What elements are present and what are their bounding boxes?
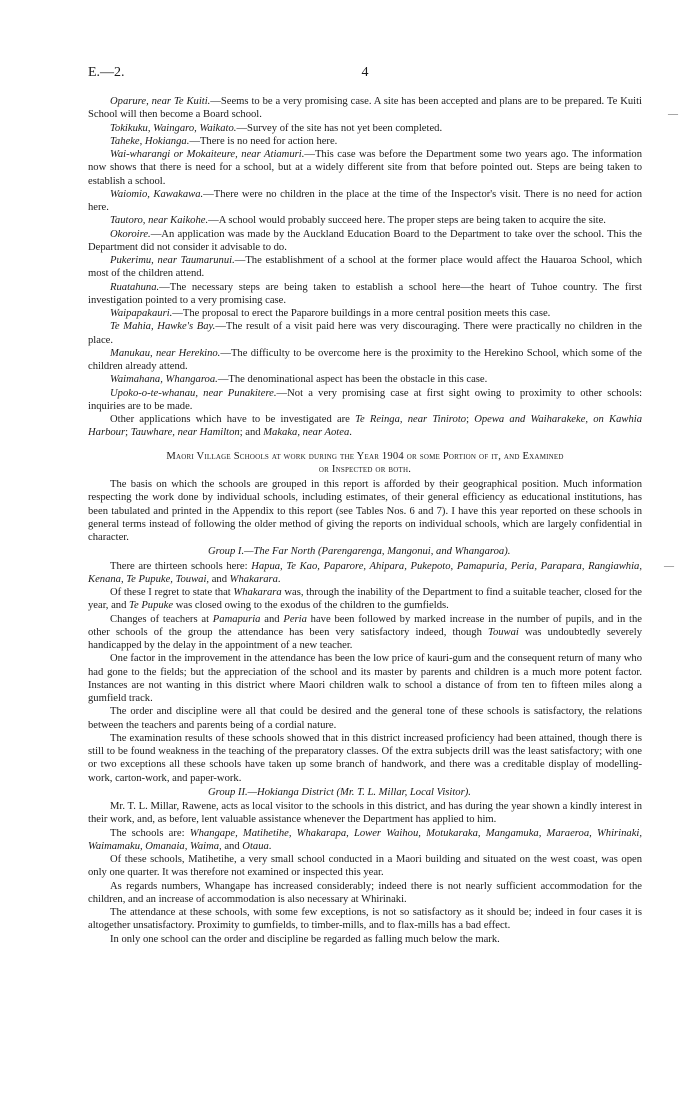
entry-place: Upoko-o-te-whanau, near Punakitere. xyxy=(110,387,277,399)
group-heading-text: Group II.—Hokianga District (Mr. T. L. Millar, Local Visitor). xyxy=(208,786,471,798)
margin-mark: — xyxy=(668,109,678,120)
school-name: Whakarara xyxy=(233,587,282,598)
entry-paragraph xyxy=(88,307,642,320)
body-text: . xyxy=(277,573,281,585)
entry-place: Oparure, near Te Kuiti. xyxy=(110,96,211,107)
entry-text: —The proposal to erect the Paparore buildings in a more central position meets this case. xyxy=(172,308,551,319)
intro-paragraph: The basis on which the schools are grouped in this report is afforded by their geographical position. Much information respecting the work done by individual schools, including estimates, of their general efficiency as educational institutions, has been tabulated and printed in the Appendix to this report (see Tables Nos. 6 and 7). I have this year reported on these schools in general terms instead of following the older method of giving the reports on individual schools, which are largely confidential in character. xyxy=(88,479,642,543)
entry-paragraph xyxy=(88,188,642,215)
school-name: Te Pupuke xyxy=(129,600,174,612)
schools-paragraph xyxy=(88,827,642,854)
entry-place: Taheke, Hokianga. xyxy=(110,135,190,147)
body-text: ; and xyxy=(239,427,264,439)
entry-text: —There were no children in the place at the time of the Inspector's visit. There is no need for action here. xyxy=(88,188,642,213)
entry-text: —Not a very promising case at first sight owing to proximity to other schools: inquiries are to be made. xyxy=(88,387,643,412)
body-text: ; xyxy=(125,427,131,439)
entry-place: Tautoro, near Kaikohe. xyxy=(110,215,209,227)
body-text: . xyxy=(268,840,272,852)
entry-paragraph xyxy=(88,122,642,135)
body-text: and xyxy=(260,613,284,625)
school-name: Pamapuria xyxy=(212,613,261,625)
body-paragraph: As regards numbers, Whangape has increased considerably; indeed there is not nearly sufficient accommodation for the children, and an increase of accommodation is also necessary at Whirinaki. xyxy=(88,880,642,905)
other-applications-paragraph xyxy=(88,413,642,440)
entry-paragraph xyxy=(88,135,642,148)
body-text: Changes of teachers at xyxy=(110,613,213,625)
body-text: Of these I regret to state that xyxy=(110,587,234,598)
group-heading xyxy=(88,786,642,799)
body-paragraph xyxy=(88,613,642,653)
body-text: and xyxy=(209,573,230,585)
entry-place: Waipapakauri. xyxy=(110,308,173,319)
entry-place: Te Mahia, Hawke's Bay. xyxy=(110,321,216,333)
section-heading-line: or Inspected or both. xyxy=(318,463,412,475)
entry-text: —The result of a visit paid here was very discouraging. There were practically no children in the place. xyxy=(88,321,642,346)
body-text: was undoubtedly severely handicapped by the delay in the appointment of a new teacher. xyxy=(88,626,642,651)
body-paragraph: The examination results of these schools showed that in this district increased proficiency had been attained, though there is still to be found weakness in the teaching of the preparatory classes. Of the extra subjects drill was the least satisfactory; with one or two exceptions all these schools have taken up some branch of handwork, and there was a creditable display of modelling-work, carton-work, and paper-work. xyxy=(88,732,642,784)
entry-place: Waimahana, Whangaroa. xyxy=(110,374,218,386)
group-heading-text: Group I.—The Far North (Parengarenga, Mangonui, and Whangaroa). xyxy=(208,546,511,558)
entry-text: —The denominational aspect has been the obstacle in this case. xyxy=(217,374,488,386)
page-header xyxy=(88,66,642,86)
entry-text: —This case was before the Department some two years ago. The information now shows that there is need for a school, but at a widely different site from that before pointed out. Steps are being taken to establish a school. xyxy=(88,149,642,187)
entry-text: —There is no need for action here. xyxy=(189,135,338,147)
body-paragraph: One factor in the improvement in the attendance has been the low price of kauri-gum and the consequent return of many who had gone to the fields; but the appreciation of the school and its master by parents and children is a much more potent factor. Instances are not wanting in this district where Maori children walk to school a distance of from ten to fifteen miles along a gumfield track. xyxy=(88,653,642,704)
place-name: Makaka, near Aotea xyxy=(263,427,350,439)
body-text: There are thirteen schools here: xyxy=(110,560,252,572)
section-heading xyxy=(88,450,642,477)
school-names: Otaua xyxy=(242,840,269,852)
applications-list xyxy=(88,95,642,440)
entry-place: Manukau, near Herekino. xyxy=(110,347,221,359)
school-names: Whangape, Matihetihe, Whakarapa, Lower Waihou, Motukaraka, Mangamuka, Maraeroa, Whirinaki, Waimamaku, Omanaia, Waima, xyxy=(88,827,642,852)
body-text: ; xyxy=(466,414,475,425)
group-heading xyxy=(88,545,642,558)
body-text: Other applications which have to be investigated are xyxy=(110,414,356,425)
entry-text: —A school would probably succeed here. The proper steps are being taken to acquire the site. xyxy=(208,215,606,227)
entry-paragraph xyxy=(88,228,642,255)
schools-paragraph xyxy=(88,560,642,587)
entry-paragraph xyxy=(88,347,642,374)
section-heading-line: Maori Village Schools at work during the Year 1904 or some Portion of it, and Examined xyxy=(166,450,564,462)
body-text: was closed owing to the exodus of the children to the gumfields. xyxy=(173,600,449,612)
page-number: 4 xyxy=(361,65,369,80)
entry-paragraph xyxy=(88,320,642,347)
body-paragraph: In only one school can the order and discipline be regarded as falling much below the mark. xyxy=(110,933,500,945)
school-names: Hapua, Te Kao, Paparore, Ahipara, Pukepoto, Pamapuria, Peria, Parapara, Rangiawhia, Kenana, Te Pupuke, Touwai, xyxy=(88,560,642,585)
entry-text: —Seems to be a very promising case. A site has been accepted and plans are to be prepared. Te Kuiti School will then become a Board school. xyxy=(88,96,642,121)
entry-paragraph xyxy=(88,387,642,414)
entry-text: —The necessary steps are being taken to establish a school here—the heart of Tuhoe country. The first investigation pointed to a very promising case. xyxy=(88,281,642,306)
body-paragraph: The order and discipline were all that could be desired and the general tone of these schools is satisfactory, the relations between the teachers and parents being of a cordial nature. xyxy=(88,706,642,731)
body-text: was, through the inability of the Department to find a suitable teacher, closed for the year, and xyxy=(88,587,642,612)
document-reference: E.—2. xyxy=(88,65,125,80)
entry-place: Waiomio, Kawakawa. xyxy=(110,188,204,200)
body-text: . xyxy=(349,427,352,439)
body-text: The schools are: xyxy=(110,827,190,839)
school-name: Touwai xyxy=(488,626,519,638)
entry-paragraph xyxy=(88,148,642,188)
entry-text: —The establishment of a school at the former place would affect the Hauaroa School, which most of the children attend. xyxy=(88,255,642,280)
margin-mark: — xyxy=(664,561,674,572)
entry-place: Pukerimu, near Taumarunui. xyxy=(110,255,235,266)
entry-paragraph xyxy=(88,373,642,386)
place-name: Tauwhare, near Hamilton xyxy=(130,427,240,439)
body-paragraph: The attendance at these schools, with some few exceptions, is not so satisfactory as it should be; indeed in four cases it is altogether unsatisfactory. Proximity to gumfields, to timber-mills, and to flax-mills has a bad effect. xyxy=(88,907,642,932)
entry-text: —Survey of the site has not yet been completed. xyxy=(236,122,443,134)
school-names: Whakarara xyxy=(229,573,278,585)
entry-place: Ruatahuna. xyxy=(110,281,160,293)
entry-place: Okoroire. xyxy=(110,228,151,240)
body-paragraph: Mr. T. L. Millar, Rawene, acts as local visitor to the schools in this district, and has during the year shown a kindly interest in their work, and, as before, lent valuable assistance whenever the Department has applied to him. xyxy=(88,801,642,826)
entry-text: —The difficulty to be overcome here is the proximity to the Herekino School, which some of the children already attend. xyxy=(88,347,643,372)
place-name: Te Reinga, near Tiniroto xyxy=(355,414,467,425)
body-paragraph xyxy=(88,586,642,613)
entry-place: Wai-wharangi or Mokaiteure, near Atiamuri. xyxy=(110,149,305,160)
place-name: Opewa and Waiharakeke, on Kawhia Harbour xyxy=(88,414,642,439)
entry-paragraph xyxy=(88,95,642,122)
entry-paragraph xyxy=(88,281,642,308)
body-paragraph: Of these schools, Matihetihe, a very small school conducted in a Maori building and situated on the west coast, was open only one quarter. It was therefore not examined or inspected this year. xyxy=(88,854,642,879)
entry-paragraph xyxy=(88,214,642,227)
entry-place: Tokikuku, Waingaro, Waikato. xyxy=(110,122,237,134)
school-name: Peria xyxy=(283,613,307,625)
entry-text: —An application was made by the Auckland Education Board to the Department to take over the school. This the Department did not consider it advisable to do. xyxy=(88,228,642,253)
body-text: and xyxy=(221,840,243,852)
entry-paragraph xyxy=(88,254,642,281)
body-text: have been followed by marked increase in the number of pupils, and in the other schools of the group the attendance has been very satisfactory indeed, though xyxy=(88,613,642,638)
